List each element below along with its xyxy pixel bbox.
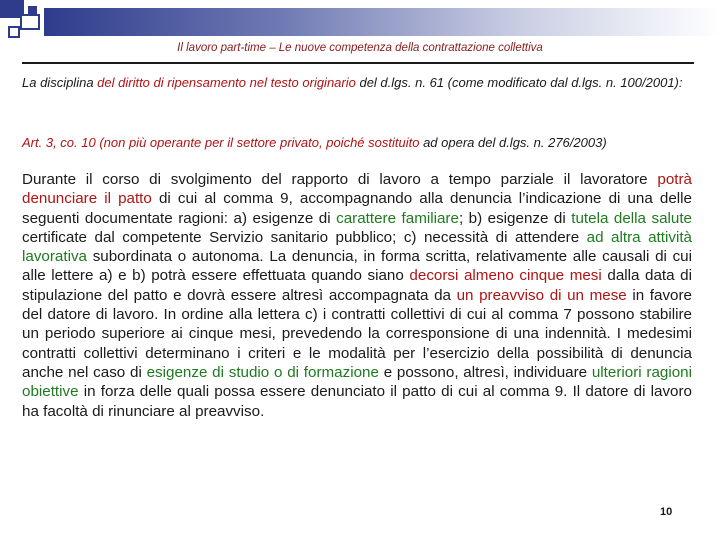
- body-segment: di cui al comma 9, accompagnando alla denuncia l’indicazione di una delle seguenti documentate ragioni: a) esigenze di: [22, 190, 692, 227]
- body-segment: dalla data di stipulazione del patto e dovrà essere altresì accompagnata da: [22, 267, 693, 304]
- article-text: ad opera del d.lgs. n. 276/2003): [419, 135, 607, 150]
- highlight-altra-attivita: ad altra attività lavorativa: [22, 228, 692, 266]
- body-segment: in forza delle quali possa essere denunciato il patto di cui al comma 9. Il datore di lavoro ha facoltà di rinunciare al preavviso.: [22, 383, 692, 420]
- intro-highlight: del diritto di ripensamento nel testo originario: [97, 75, 356, 90]
- intro-text-1: La disciplina: [22, 75, 98, 90]
- body-segment: Durante il corso di svolgimento del rapporto di lavoro a tempo parziale il lavoratore: [22, 171, 658, 188]
- header-divider: [22, 62, 694, 64]
- highlight-preavviso: un preavviso di un mese: [456, 286, 627, 304]
- article-highlight: Art. 3, co. 10 (non più operante per il settore privato, poiché sostituito: [22, 135, 420, 150]
- body-segment: certificate dal competente Servizio sanitario pubblico; c) necessità di attendere: [22, 228, 587, 246]
- highlight-studio-formazione: esigenze di studio o di formazione: [146, 363, 379, 381]
- main-body-text: [22, 170, 692, 421]
- intro-paragraph: [22, 74, 692, 92]
- header-gradient-bar: [44, 8, 720, 36]
- body-segment: in favore del datore di lavoro. In ordine alla lettera c) i contratti collettivi di cui al comma 7 possono stabilire un periodo superiore ai cinque mesi, prevedendo la corresponsione di una indennità. I medesimi contratti collettivi determinano i criteri e le modalità per l’esercizio della possibilità di denuncia anche nel caso di: [22, 286, 692, 381]
- highlight-tutela-salute: tutela della salute: [571, 209, 693, 227]
- body-segment: ; b) esigenze di: [458, 209, 572, 227]
- page-number: 10: [660, 506, 673, 518]
- slide-title: Il lavoro part-time – Le nuove competenza della contrattazione collettiva: [177, 42, 543, 54]
- article-reference: [22, 134, 692, 152]
- highlight-cinque-mesi: decorsi almeno cinque mesi: [409, 267, 602, 285]
- decorative-square-small: [8, 26, 20, 38]
- highlight-carattere-familiare: carattere familiare: [336, 209, 459, 227]
- highlight-ragioni-obiettive: ulteriori ragioni obiettive: [22, 363, 693, 401]
- intro-text-2: del d.lgs. n. 61 (come modificato dal d.lgs. n. 100/2001):: [355, 75, 683, 90]
- decorative-square-outline: [20, 14, 40, 30]
- body-segment: subordinata o autonoma. La denuncia, in forma scritta, relativamente alle causali di cui alle lettere a) e b) potrà essere effettuata quando siano: [22, 248, 692, 285]
- highlight-potra-denunciare: potrà denunciare il patto: [22, 171, 692, 208]
- body-segment: e possono, altresì, individuare: [378, 363, 592, 381]
